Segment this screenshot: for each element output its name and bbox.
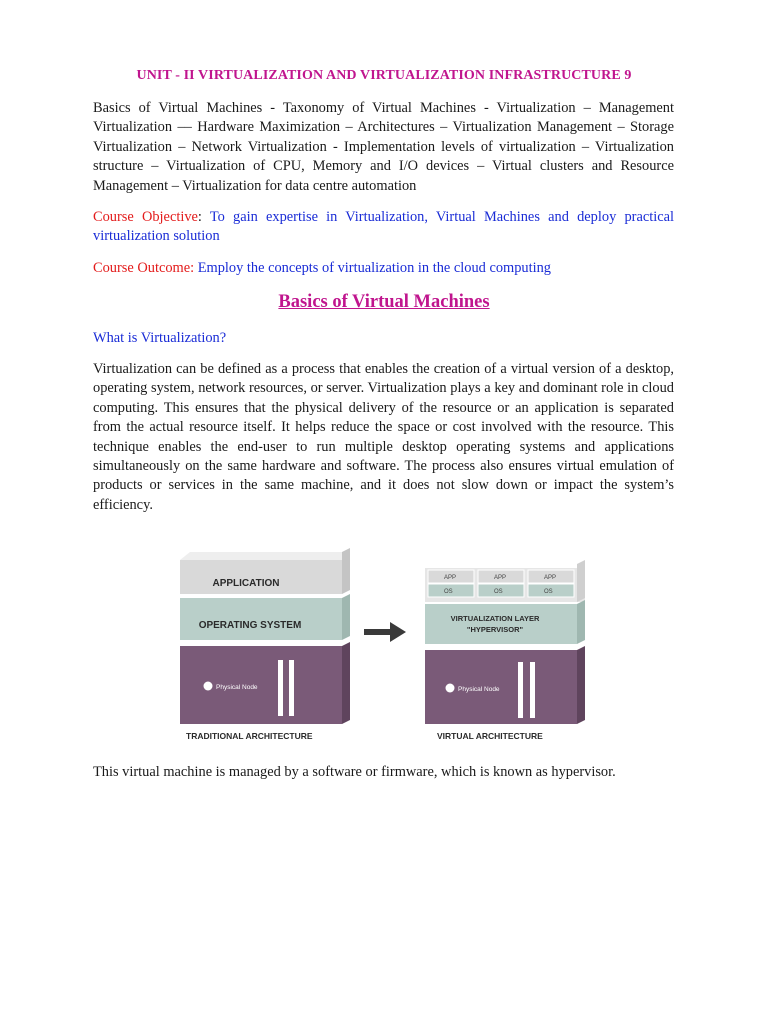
virtual-app-3-label: APP bbox=[544, 575, 557, 581]
traditional-physical-node bbox=[180, 642, 350, 724]
hypervisor-label-line2: "HYPERVISOR" bbox=[466, 625, 524, 634]
objective-separator: : bbox=[197, 209, 210, 225]
virtual-caption: VIRTUAL ARCHITECTURE bbox=[437, 731, 543, 741]
course-objective bbox=[93, 208, 674, 247]
arrow-icon bbox=[364, 622, 406, 642]
virtual-drive-bar-1 bbox=[518, 662, 523, 718]
traditional-application-block bbox=[180, 548, 350, 594]
traditional-drive-bar-1 bbox=[278, 660, 283, 716]
traditional-node-label: Physical Node bbox=[216, 684, 258, 691]
architecture-diagram bbox=[180, 548, 590, 748]
virtual-app-1-label: APP bbox=[444, 575, 457, 581]
virtual-app-2-label: APP bbox=[494, 575, 507, 581]
virtual-os-1-label: OS bbox=[444, 589, 453, 595]
virtual-physical-node bbox=[425, 646, 585, 724]
traditional-os-label: OPERATING SYSTEM bbox=[198, 620, 302, 631]
section-title: Basics of Virtual Machines bbox=[278, 292, 490, 312]
objective-label: Course Objective bbox=[93, 209, 198, 225]
closing-caption: This virtual machine is managed by a software or firmware, which is known as hypervisor. bbox=[93, 764, 616, 780]
question-heading: What is Virtualization? bbox=[93, 330, 227, 346]
hypervisor-label-line1: VIRTUALIZATION LAYER bbox=[450, 614, 540, 623]
outcome-text: Employ the concepts of virtualization in the cloud computing bbox=[197, 260, 552, 276]
virtual-drive-bar-2 bbox=[530, 662, 535, 718]
virtual-node-dot bbox=[446, 684, 455, 693]
unit-title: UNIT - II VIRTUALIZATION AND VIRTUALIZATION INFRASTRUCTURE 9 bbox=[136, 68, 632, 83]
outcome-label: Course Outcome: bbox=[93, 260, 198, 276]
objective-text: To gain expertise in Virtualization, Virtual Machines and deploy practical virtualization solution bbox=[93, 209, 674, 245]
course-outcome bbox=[93, 259, 674, 278]
virtual-os-3-label: OS bbox=[544, 589, 553, 595]
syllabus-paragraph: Basics of Virtual Machines - Taxonomy of Virtual Machines - Virtualization – Management Virtualization –– Hardware Maximization – Architectures – Virtualization Management – Storage Virtualization – Network Virtualization - Implementation levels of virtualization – Virtualization structure – Virtualization of CPU, Memory and I/O devices – Virtual clusters and Resource Management – Virtualization for data centre automation bbox=[93, 100, 674, 194]
traditional-node-dot bbox=[204, 682, 213, 691]
body-paragraph: Virtualization can be defined as a process that enables the creation of a virtual version of a desktop, operating system, network resources, or server. Virtualization plays a key and dominant role in cloud computing. This ensures that the physical delivery of the resource or an application is separated from the actual resource itself. It helps reduce the space or cost involved with the resource. This technique enables the end-user to run multiple desktop operating systems and applications simultaneously on the same hardware and software. The process also ensures virtual emulation of products or services in the same machine, and it does not slow down or impact the system’s efficiency. bbox=[93, 361, 674, 513]
virtual-hypervisor-layer bbox=[425, 600, 585, 644]
traditional-drive-bar-2 bbox=[289, 660, 294, 716]
virtual-os-2-label: OS bbox=[494, 589, 503, 595]
traditional-application-label: APPLICATION bbox=[212, 578, 280, 589]
traditional-caption: TRADITIONAL ARCHITECTURE bbox=[186, 731, 313, 741]
virtual-app-os-units bbox=[425, 560, 585, 602]
virtual-node-label: Physical Node bbox=[458, 686, 500, 693]
traditional-os-block bbox=[180, 594, 350, 640]
